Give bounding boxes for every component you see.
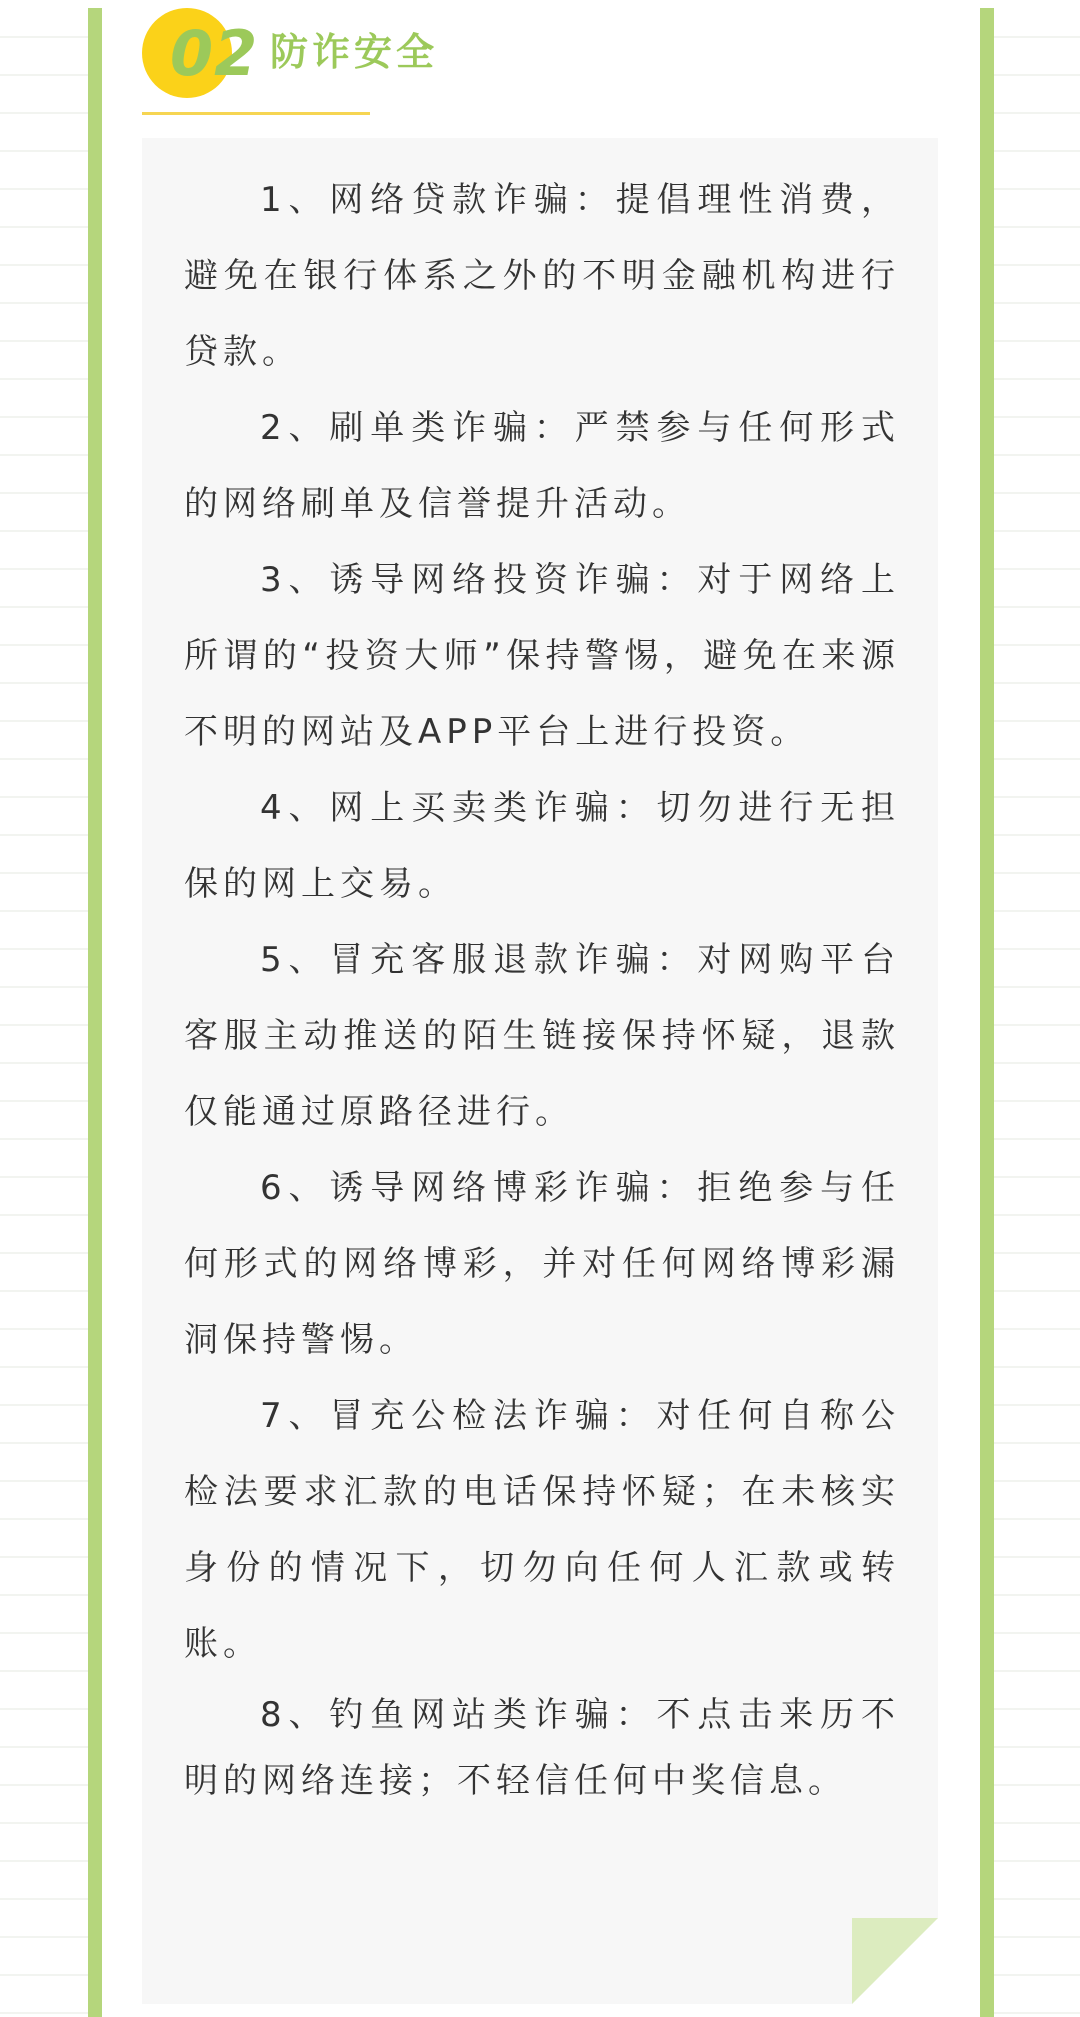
tip-item-6: 6、诱导网络博彩诈骗：拒绝参与任何形式的网络博彩，并对任何网络博彩漏洞保持警惕。 <box>184 1168 900 1360</box>
tip-item-7: 7、冒充公检法诈骗：对任何自称公检法要求汇款的电话保持怀疑；在未核实身份的情况下，切勿向任何人汇款或转账。 <box>184 1396 900 1664</box>
section-title: 防诈安全 <box>270 30 439 74</box>
right-accent-bar <box>980 8 994 2017</box>
left-accent-bar <box>88 8 102 2017</box>
tips-list <box>184 162 900 1814</box>
tip-item-2: 2、刷单类诈骗：严禁参与任何形式的网络刷单及信誉提升活动。 <box>184 408 900 524</box>
tip-item-4: 4、网上买卖类诈骗：切勿进行无担保的网上交易。 <box>184 788 900 904</box>
tip-item-1: 1、网络贷款诈骗：提倡理性消费，避免在银行体系之外的不明金融机构进行贷款。 <box>184 180 900 372</box>
section-title-underline <box>142 112 370 115</box>
tip-item-3: 3、诱导网络投资诈骗：对于网络上所谓的“投资大师”保持警惕，避免在来源不明的网站及APP平台上进行投资。 <box>184 560 900 752</box>
section-number: 02 <box>170 17 259 90</box>
tip-item-5: 5、冒充客服退款诈骗：对网购平台客服主动推送的陌生链接保持怀疑，退款仅能通过原路径进行。 <box>184 940 900 1132</box>
tip-item-8: 8、钓鱼网站类诈骗：不点击来历不明的网络连接；不轻信任何中奖信息。 <box>184 1695 900 1801</box>
